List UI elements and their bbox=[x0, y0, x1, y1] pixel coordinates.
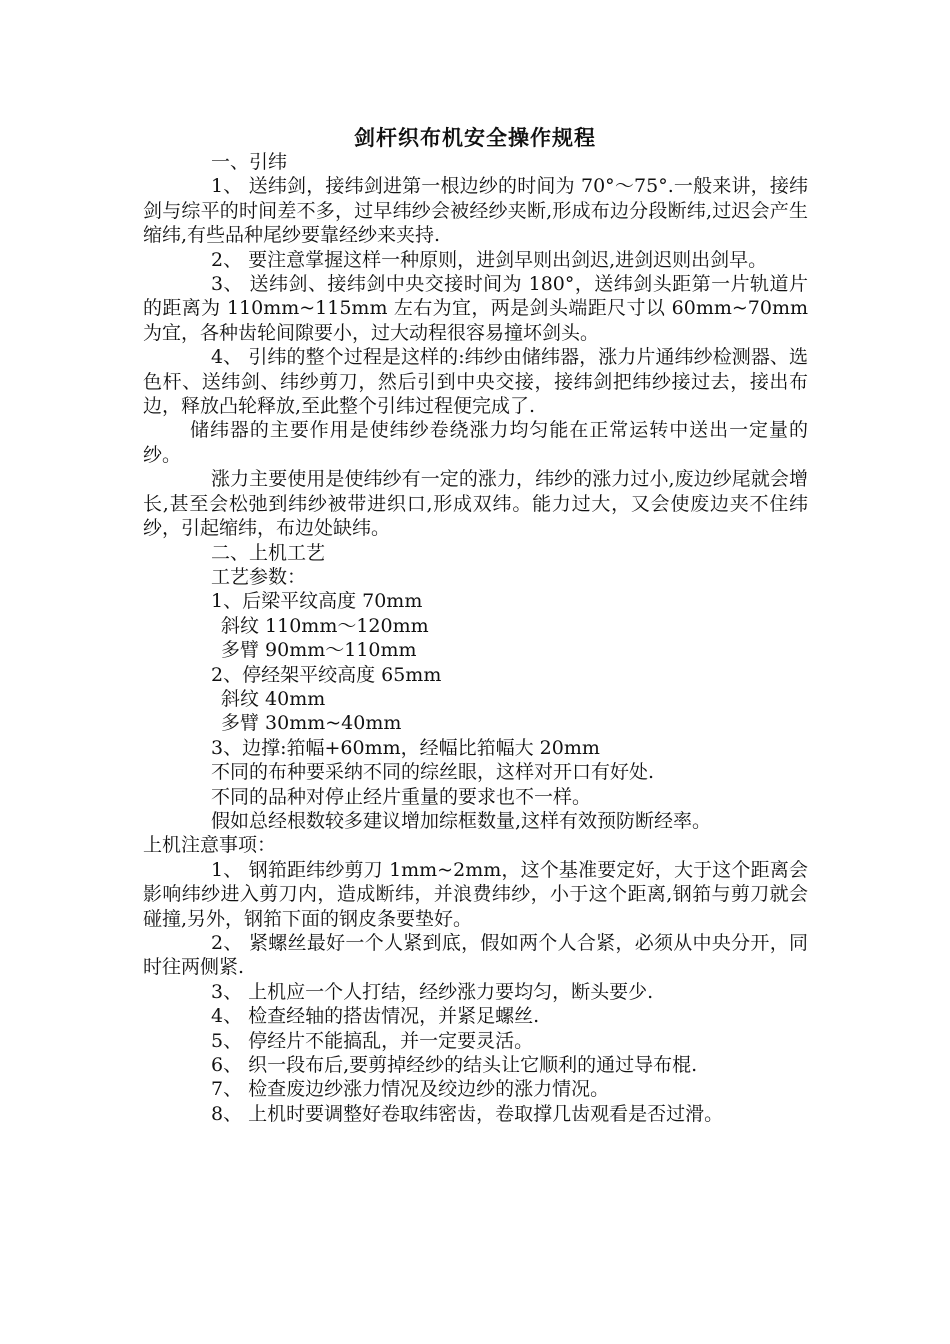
paragraph: 5、 停经片不能搞乱，并一定要灵活。 bbox=[211, 1029, 534, 1052]
paragraph: 2、停经架平绞高度 65mm bbox=[211, 663, 442, 686]
paragraph: 7、 检查废边纱涨力情况及绞边纱的涨力情况。 bbox=[211, 1078, 610, 1101]
paragraph: 4、 检查经轴的搭齿情况，并紧足螺丝. bbox=[211, 1005, 540, 1028]
paragraph: 斜纹 40mm bbox=[221, 687, 326, 710]
document-body bbox=[143, 150, 808, 1126]
paragraph: 一、引纬 bbox=[211, 151, 288, 173]
paragraph: 1、 送纬剑，接纬剑进第一根边纱的时间为 70°～75°.一般来讲，接纬剑与综平的时间差不多，过早纬纱会被经纱夹断,形成布边分段断纬,过迟会产生缩纬,有些品种尾纱要靠经纱来夹持. bbox=[143, 175, 808, 247]
paragraph: 上机注意事项： bbox=[143, 834, 277, 857]
paragraph: 多臂 30mm~40mm bbox=[221, 712, 402, 735]
paragraph: 8、 上机时要调整好卷取纬密齿，卷取撑几齿观看是否过滑。 bbox=[211, 1102, 724, 1125]
document-title: 剑杆织布机安全操作规程 bbox=[354, 125, 596, 150]
paragraph: 储纬器的主要作用是使纬纱卷绕涨力均匀能在正常运转中送出一定量的纱。 bbox=[143, 419, 808, 466]
paragraph: 6、 织一段布后,要剪掉经纱的结头让它顺利的通过导布棍. bbox=[211, 1054, 698, 1077]
paragraph: 假如总经根数较多建议增加综框数量,这样有效预防断经率。 bbox=[211, 809, 712, 832]
paragraph: 4、 引纬的整个过程是这样的:纬纱由储纬器，涨力片通纬纱检测器、选色杆、送纬剑、纬纱剪刀，然后引到中央交接，接纬剑把纬纱接过去，接出布边，释放凸轮释放,至此整个引纬过程便完成了. bbox=[143, 346, 808, 418]
paragraph: 工艺参数： bbox=[211, 565, 307, 588]
paragraph: 1、后梁平纹高度 70mm bbox=[211, 590, 423, 613]
paragraph: 2、 要注意掌握这样一种原则，进剑早则出剑迟,进剑迟则出剑早。 bbox=[211, 248, 768, 271]
paragraph: 3、 上机应一个人打结，经纱涨力要均匀，断头要少. bbox=[211, 980, 654, 1003]
paragraph: 2、 紧螺丝最好一个人紧到底，假如两个人合紧，必须从中央分开，同时往两侧紧. bbox=[143, 932, 808, 979]
paragraph: 涨力主要使用是使纬纱有一定的涨力，纬纱的涨力过小,废边纱尾就会增长,甚至会松弛到纬纱被带进织口,形成双纬。能力过大，又会使废边夹不住纬纱，引起缩纬，布边处缺纬。 bbox=[143, 468, 808, 540]
paragraph: 3、边撑:筘幅+60mm，经幅比筘幅大 20mm bbox=[211, 736, 600, 759]
paragraph: 3、 送纬剑、接纬剑中央交接时间为 180°，送纬剑头距第一片轨道片的距离为 110mm~115mm 左右为宜，两是剑头端距尺寸以 60mm~70mm 为宜，各种齿轮间隙要小，过大动程很容易撞坏剑头。 bbox=[143, 273, 808, 344]
paragraph: 1、 钢筘距纬纱剪刀 1mm~2mm，这个基准要定好，大于这个距离会影响纬纱进入剪刀内，造成断纬，并浪费纬纱，小于这个距离,钢筘与剪刀就会碰撞,另外，钢筘下面的钢皮条要垫好。 bbox=[143, 858, 808, 930]
paragraph: 斜纹 110mm～120mm bbox=[221, 614, 429, 637]
paragraph: 多臂 90mm～110mm bbox=[221, 639, 417, 662]
paragraph: 不同的布种要采纳不同的综丝眼，这样对开口有好处. bbox=[211, 761, 655, 784]
paragraph: 二、上机工艺 bbox=[211, 541, 326, 564]
paragraph: 不同的品种对停止经片重量的要求也不一样。 bbox=[211, 785, 592, 808]
